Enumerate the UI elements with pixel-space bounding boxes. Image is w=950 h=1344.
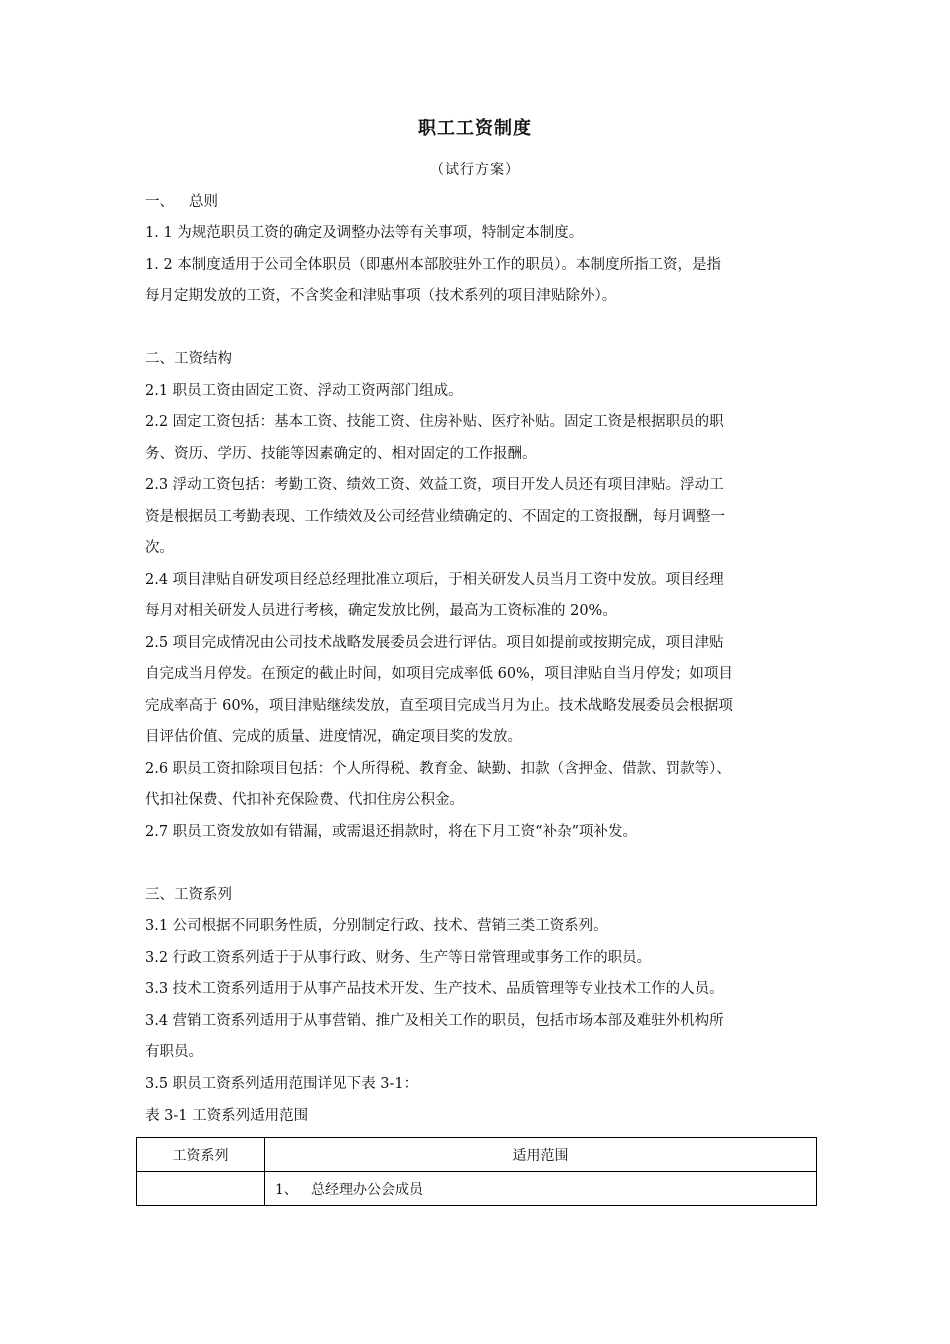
section-number: 一、 — [145, 194, 174, 210]
paragraph-line: 3.5 职员工资系列适用范围详见下表 3-1： — [145, 1076, 419, 1092]
table-row — [137, 1172, 817, 1206]
section-heading-general — [145, 192, 825, 212]
table-cell-series — [137, 1172, 265, 1206]
section-heading-salary-series: 三、工资系列 — [145, 887, 232, 903]
table-header-series: 工资系列 — [137, 1138, 265, 1172]
paragraph-line: 3.1 公司根据不同职务性质，分别制定行政、技术、营销三类工资系列。 — [145, 918, 608, 934]
paragraph-line: 1. 1 为规范职员工资的确定及调整办法等有关事项，特制定本制度。 — [145, 225, 584, 241]
paragraph-line: 有职员。 — [145, 1044, 203, 1060]
table-header-row — [137, 1138, 817, 1172]
document-subtitle: （试行方案） — [430, 162, 520, 178]
section-heading-salary-structure: 二、工资结构 — [145, 351, 232, 367]
paragraph-line: 3.2 行政工资系列适于于从事行政、财务、生产等日常管理或事务工作的职员。 — [145, 950, 652, 966]
paragraph-line: 完成率高于 60%，项目津贴继续发放，直至项目完成当月为止。技术战略发展委员会根据项 — [145, 698, 733, 714]
paragraph-line: 代扣社保费、代扣补充保险费、代扣住房公积金。 — [145, 792, 464, 808]
paragraph-line: 3.3 技术工资系列适用于从事产品技术开发、生产技术、品质管理等专业技术工作的人员。 — [145, 981, 724, 997]
document-title: 职工工资制度 — [418, 118, 532, 139]
table-cell-scope — [265, 1172, 817, 1206]
paragraph-line: 每月对相关研发人员进行考核，确定发放比例，最高为工资标准的 20%。 — [145, 603, 617, 619]
section-title: 总则 — [189, 194, 218, 210]
paragraph-line: 2.2 固定工资包括：基本工资、技能工资、住房补贴、医疗补贴。固定工资是根据职员的职 — [145, 414, 724, 430]
paragraph-line: 2.4 项目津贴自研发项目经总经理批准立项后，于相关研发人员当月工资中发放。项目经理 — [145, 572, 724, 588]
scope-item-number: 1、 — [275, 1181, 298, 1198]
paragraph-line: 3.4 营销工资系列适用于从事营销、推广及相关工作的职员，包括市场本部及难驻外机构所 — [145, 1013, 724, 1029]
paragraph-line: 目评估价值、完成的质量、进度情况，确定项目奖的发放。 — [145, 729, 522, 745]
paragraph-line: 2.3 浮动工资包括：考勤工资、绩效工资、效益工资，项目开发人员还有项目津贴。浮动工 — [145, 477, 724, 493]
paragraph-line: 每月定期发放的工资，不含奖金和津贴事项（技术系列的项目津贴除外）。 — [145, 288, 617, 304]
paragraph-line: 2.5 项目完成情况由公司技术战略发展委员会进行评估。项目如提前或按期完成，项目津贴 — [145, 635, 724, 651]
paragraph-line: 务、资历、学历、技能等因素确定的、相对固定的工作报酬。 — [145, 446, 537, 462]
paragraph-line: 资是根据员工考勤表现、工作绩效及公司经营业绩确定的、不固定的工资报酬，每月调整一 — [145, 509, 725, 525]
salary-series-table — [136, 1137, 817, 1206]
paragraph-line: 2.1 职员工资由固定工资、浮动工资两部门组成。 — [145, 383, 463, 399]
table-header-scope: 适用范围 — [265, 1138, 817, 1172]
paragraph-line: 次。 — [145, 540, 174, 556]
paragraph-line: 1. 2 本制度适用于公司全体职员（即惠州本部胶驻外工作的职员）。本制度所指工资，是指 — [145, 257, 722, 273]
table-caption: 表 3-1 工资系列适用范围 — [145, 1108, 309, 1124]
scope-item-text: 总经理办公会成员 — [311, 1181, 423, 1198]
paragraph-line: 2.7 职员工资发放如有错漏，或需退还捐款时，将在下月工资“补杂”项补发。 — [145, 824, 637, 840]
paragraph-line: 自完成当月停发。在预定的截止时间，如项目完成率低 60%，项目津贴自当月停发；如项目 — [145, 666, 733, 682]
paragraph-line: 2.6 职员工资扣除项目包括：个人所得税、教育金、缺勤、扣款（含押金、借款、罚款等）、 — [145, 761, 731, 777]
